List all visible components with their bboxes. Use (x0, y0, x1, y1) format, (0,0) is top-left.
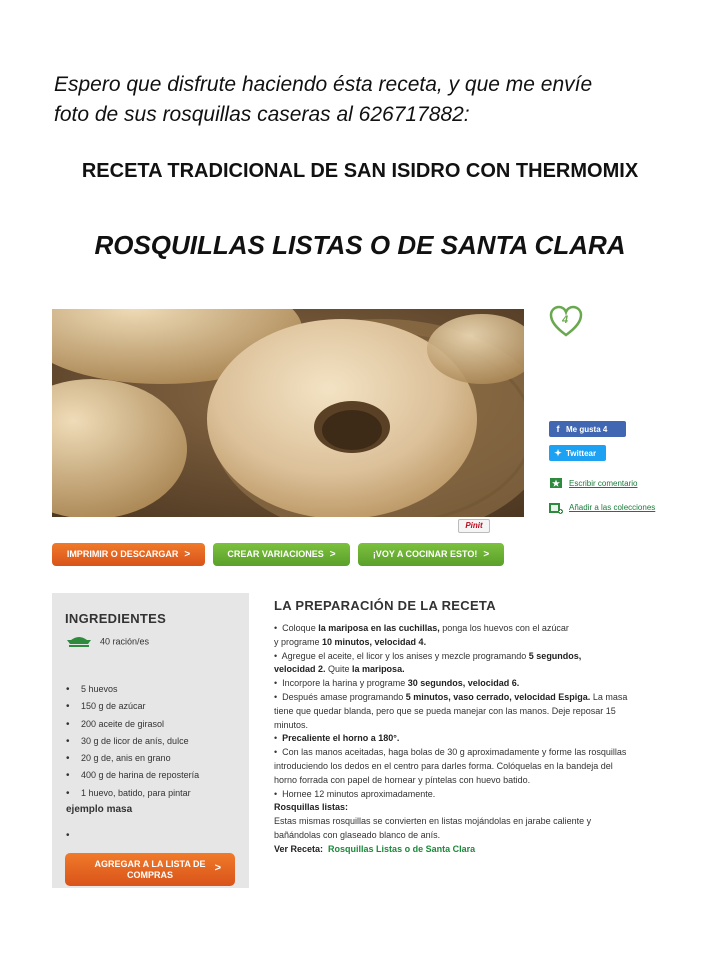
cook-this-button[interactable] (358, 543, 504, 566)
ingredient-item: • 30 g de licor de anís, dulce (66, 733, 199, 750)
facebook-like-label: Me gusta 4 (566, 425, 608, 434)
add-to-collections-link[interactable] (549, 502, 655, 514)
add-to-collections-label: Añadir a las colecciones (569, 503, 656, 513)
recipe-subtitle: RECETA TRADICIONAL DE SAN ISIDRO CON THERMOMIX (81, 160, 639, 182)
ingredient-item: • 5 huevos (66, 681, 199, 698)
prep-line: • Precaliente el horno a 180°. (274, 733, 400, 744)
prep-line: tiene que quedar blanda, pero que se pueda manejar con las manos. Deje reposar 15 (274, 705, 616, 716)
write-comment-label: Escribir comentario (569, 479, 638, 489)
ingredients-panel (52, 593, 249, 888)
prep-line: Ver Receta: Rosquillas Listas o de Santa Clara (274, 843, 476, 854)
prep-line: y programe 10 minutos, velocidad 4. (274, 636, 427, 647)
empty-bullet: • (66, 830, 70, 841)
facebook-like-button[interactable] (549, 421, 626, 437)
favorites-count: 4 (561, 314, 569, 326)
twitter-button[interactable] (549, 445, 606, 461)
add-to-shopping-list-button[interactable] (65, 853, 235, 886)
print-download-label: IMPRIMIR O DESCARGAR (66, 549, 179, 559)
ingredients-title: INGREDIENTES (65, 611, 167, 626)
add-to-shopping-list-line2: COMPRAS (126, 870, 173, 880)
prep-line: Rosquillas listas: (274, 802, 349, 813)
ingredient-item: • 150 g de azúcar (66, 698, 199, 715)
intro-line-1: Espero que disfrute haciendo ésta receta, y que me envíe (54, 73, 593, 96)
twitter-label: Twittear (566, 449, 597, 458)
cook-this-label: ¡VOY A COCINAR ESTO! (372, 549, 478, 559)
ingredient-item: • 20 g de, anis en grano (66, 750, 199, 767)
recipe-link[interactable]: Rosquillas Listas o de Santa Clara (328, 843, 476, 854)
prep-line: • Coloque la mariposa en las cuchillas, ponga los huevos con el azúcar (274, 623, 569, 633)
servings-label: 40 ración/es (100, 636, 150, 647)
ingredient-item: • 400 g de harina de repostería (66, 767, 199, 784)
serving-dish-icon (66, 635, 92, 649)
chevron-right-icon: > (483, 549, 490, 560)
chevron-right-icon: > (329, 549, 336, 560)
pinit-button[interactable]: Pinit (458, 519, 490, 533)
prep-line: • Con las manos aceitadas, haga bolas de 30 g aproximadamente y forme las rosquillas (274, 747, 627, 758)
prep-line: Estas mismas rosquillas se convierten en listas mojándolas en jarabe caliente y (274, 816, 592, 827)
chevron-right-icon: > (214, 862, 221, 874)
collection-folder-icon (549, 502, 563, 514)
intro-message (54, 70, 694, 130)
prep-line: minutos. (274, 719, 309, 730)
print-download-button[interactable] (52, 543, 205, 566)
prep-line: • Incorpore la harina y programe 30 segundos, velocidad 6. (274, 678, 520, 689)
rosquillas-photo (52, 309, 524, 517)
twitter-bird-icon: ✦ (554, 448, 562, 458)
create-variations-label: CREAR VARIACIONES (227, 549, 324, 559)
intro-line-2: foto de sus rosquillas caseras al 626717882: (54, 103, 470, 126)
favorites-badge[interactable] (549, 305, 585, 339)
ingredient-item: • 1 huevo, batido, para pintar (66, 785, 199, 802)
prep-line: • Hornee 12 minutos aproximadamente. (274, 788, 436, 799)
prep-line: velocidad 2. Quite la mariposa. (274, 664, 405, 675)
add-to-shopping-list-line1: AGREGAR A LA LISTA DE (94, 859, 206, 869)
prep-line: introduciendo los dedos en el centro para darles forma. Colóquelas en la bandeja del (274, 760, 613, 771)
preparation-title: LA PREPARACIÓN DE LA RECETA (274, 598, 496, 613)
ingredient-list (66, 681, 199, 802)
prep-line: horno forrada con papel de hornear y píntelas con huevo batido. (274, 774, 531, 785)
prep-line: bañándolas con glaseado blanco de anís. (274, 829, 441, 840)
ingredient-item: • 200 aceite de girasol (66, 716, 199, 733)
prep-line: • Después amase programando 5 minutos, vaso cerrado, velocidad Espiga. La masa (274, 691, 628, 702)
prep-line: • Agregue el aceite, el licor y los anises y mezcle programando 5 segundos, (274, 650, 582, 661)
comment-star-icon (549, 478, 563, 490)
create-variations-button[interactable] (213, 543, 350, 566)
recipe-title: ROSQUILLAS LISTAS O DE SANTA CLARA (94, 230, 626, 260)
facebook-like-icon: f (556, 424, 560, 434)
preparation-section (274, 598, 704, 857)
write-comment-link[interactable] (549, 478, 637, 490)
servings (66, 635, 149, 649)
ingredient-subsection-title: ejemplo masa (66, 804, 133, 815)
chevron-right-icon: > (184, 549, 191, 560)
